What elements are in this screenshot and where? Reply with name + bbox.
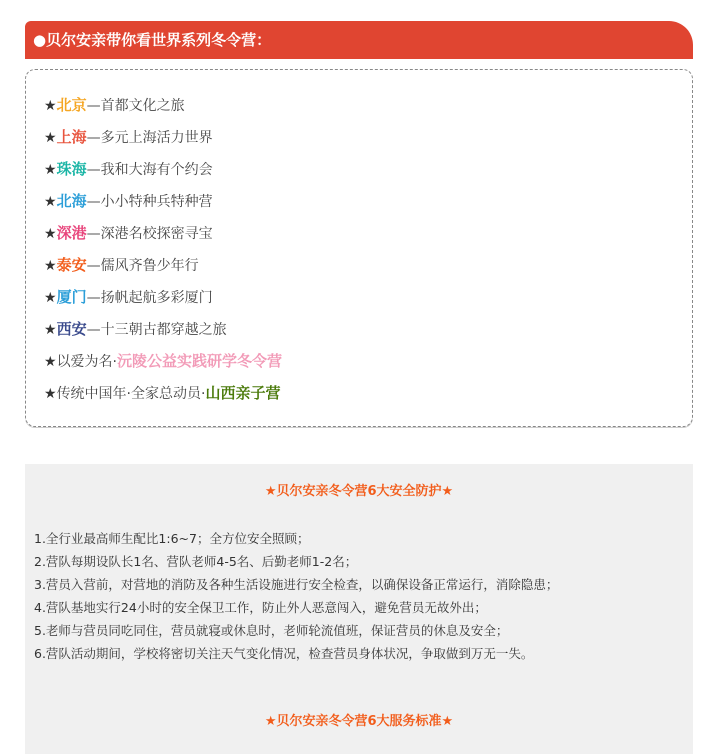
camp-item-zhuhai[interactable] <box>44 153 282 185</box>
camp-highlight: 沅陵公益实践研学冬令营 <box>117 352 283 370</box>
camp-item-shengang[interactable] <box>44 217 282 249</box>
safety-rules-list <box>34 527 558 665</box>
camp-description: 首都文化之旅 <box>100 98 185 114</box>
section-title: ●贝尔安亲带你看世界系列冬令营： <box>33 31 272 49</box>
camp-item-shanghai[interactable] <box>44 121 282 153</box>
star-icon: ★ <box>44 98 57 114</box>
star-icon: ★ <box>44 130 57 146</box>
camp-separator: — <box>86 322 101 338</box>
camp-list <box>44 89 282 409</box>
camp-city: 西安 <box>56 320 87 338</box>
star-icon: ★ <box>44 354 57 370</box>
camp-description: 深港名校探密寻宝 <box>100 226 213 242</box>
safety-rule: 5.老师与营员同吃同住，营员就寝或休息时，老师轮流值班，保证营员的休息及安全； <box>34 623 509 638</box>
camp-separator: — <box>86 98 101 114</box>
camp-city: 厦门 <box>56 288 87 306</box>
camp-city: 泰安 <box>56 256 87 274</box>
safety-rule: 3.营员入营前，对营地的消防及各种生活设施进行安全检查，以确保设备正常运行，消除隐患； <box>34 577 559 592</box>
camp-list-box <box>25 69 693 427</box>
camp-highlight: 山西亲子营 <box>205 384 281 402</box>
camp-city: 上海 <box>56 128 87 146</box>
camp-item-beijing[interactable] <box>44 89 282 121</box>
camp-item-beihai[interactable] <box>44 185 282 217</box>
safety-rule: 6.营队活动期间，学校将密切关注天气变化情况，检查营员身体状况，争取做到万无一失。 <box>34 646 534 661</box>
camp-item-xian[interactable] <box>44 313 282 345</box>
camp-item-taian[interactable] <box>44 249 282 281</box>
camp-separator: — <box>86 162 101 178</box>
camp-separator: — <box>86 226 101 242</box>
camp-separator: — <box>86 258 101 274</box>
camp-city: 北京 <box>56 96 87 114</box>
section-header <box>25 21 693 59</box>
star-icon: ★ <box>44 290 57 306</box>
safety-rule: 2.营队每期设队长1名、营队老师4-5名、后勤老师1-2名； <box>34 554 358 569</box>
camp-item-yuanling[interactable] <box>44 345 282 377</box>
camp-description: 扬帆起航多彩厦门 <box>100 290 213 306</box>
camp-description: 多元上海活力世界 <box>100 130 213 146</box>
camp-separator: — <box>86 130 101 146</box>
camp-description: 儒风齐鲁少年行 <box>100 258 199 274</box>
camp-city: 珠海 <box>56 160 87 178</box>
star-icon: ★ <box>44 386 57 402</box>
camp-prefix: 传统中国年·全家总动员· <box>56 386 206 402</box>
camp-separator: — <box>86 194 101 210</box>
star-icon: ★ <box>44 226 57 242</box>
safety-rule: 1.全行业最高师生配比1:6~7；全方位安全照顾； <box>34 531 310 546</box>
camp-item-xiamen[interactable] <box>44 281 282 313</box>
safety-section <box>25 464 693 754</box>
star-icon: ★ <box>44 194 57 210</box>
camp-prefix: 以爱为名· <box>56 354 118 370</box>
camp-separator: — <box>86 290 101 306</box>
camp-description: 小小特种兵特种营 <box>100 194 213 210</box>
star-icon: ★ <box>44 322 57 338</box>
camp-item-shanxi[interactable] <box>44 377 282 409</box>
star-icon: ★ <box>44 258 57 274</box>
service-title: ★贝尔安亲冬令营6大服务标准★ <box>264 714 454 729</box>
camp-description: 十三朝古都穿越之旅 <box>100 322 227 338</box>
camp-city: 深港 <box>56 224 87 242</box>
camp-description: 我和大海有个约会 <box>100 162 213 178</box>
safety-rule: 4.营队基地实行24小时的安全保卫工作，防止外人恶意闯入，避免营员无故外出； <box>34 600 487 615</box>
star-icon: ★ <box>44 162 57 178</box>
safety-title: ★贝尔安亲冬令营6大安全防护★ <box>264 484 454 499</box>
camp-city: 北海 <box>56 192 87 210</box>
